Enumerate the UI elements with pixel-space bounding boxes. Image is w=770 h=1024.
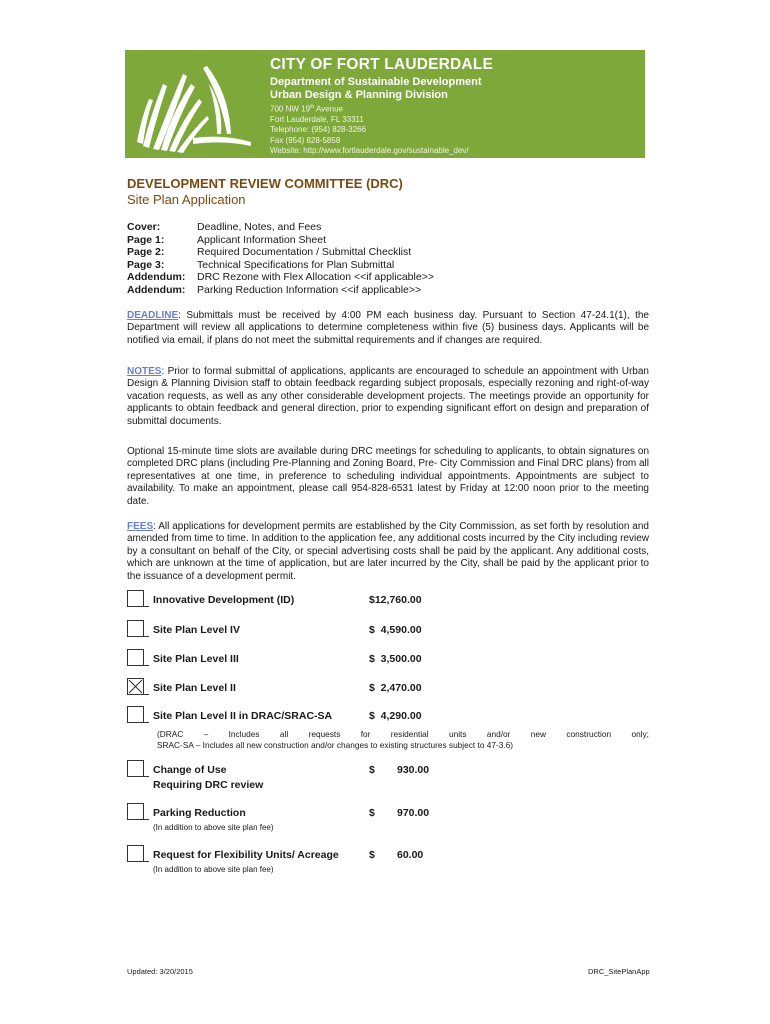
notes-label: NOTES	[127, 366, 162, 377]
drac-word: for	[360, 729, 371, 739]
contents-value: Required Documentation / Submittal Checklist	[197, 246, 412, 258]
city-line: Fort Lauderdale, FL 33311	[270, 114, 364, 124]
fax: Fax (954) 828-5858	[270, 135, 341, 145]
fees-label: FEES	[127, 521, 154, 532]
contents-row	[127, 221, 434, 234]
fee-label: Innovative Development (ID)	[153, 594, 295, 606]
website-link[interactable]: Website: http://www.fortlauderdale.gov/sustainable_dev/	[270, 145, 469, 155]
contents-key: Cover:	[127, 221, 161, 233]
contents-key: Page 1:	[127, 233, 165, 246]
fee-amount: $ 4,590.00	[369, 624, 422, 636]
drac-word: (DRAC	[157, 729, 184, 739]
city-logo-icon	[133, 54, 253, 154]
document-title: DEVELOPMENT REVIEW COMMITTEE (DRC)	[127, 176, 403, 191]
fee-checkbox[interactable]	[127, 803, 144, 820]
division-name: Urban Design & Planning Division	[270, 89, 448, 101]
footer-updated: Updated: 3/20/2015	[127, 967, 193, 976]
document-subtitle: Site Plan Application	[127, 192, 246, 207]
telephone: Telephone: (954) 828-3266	[270, 125, 367, 135]
drac-note-line2: SRAC-SA – Includes all new construction and/or changes to existing structures subject to 47-3.6)	[157, 739, 514, 750]
fee-amount: 60.00	[397, 849, 424, 861]
drac-word: and/or	[486, 729, 511, 739]
drac-word: construction	[566, 729, 612, 739]
contents-value: Deadline, Notes, and Fees	[197, 221, 322, 233]
drac-word: only;	[631, 729, 649, 739]
header-text	[270, 56, 493, 156]
fee-label: Site Plan Level II in DRAC/SRAC-SA	[153, 710, 333, 722]
checkbox-underline	[143, 636, 149, 637]
fee-label: Request for Flexibility Units/ Acreage	[153, 849, 339, 861]
checkbox-underline	[143, 819, 149, 820]
fee-label: Change of Use	[153, 764, 227, 776]
address-line: 700 NW 19th Avenue	[270, 104, 343, 114]
fee-amount: $ 2,470.00	[369, 682, 422, 694]
fees-text: : All applications for development permits are established by the City Commission, as set forth by resolution and amended from time to time. In addition to the application fee, any additional costs incurred by the City including review by a consultant on behalf of the City, or special advertising costs shall be paid by the applicant. Any additional costs, which are unknown at the time of application, but are later incurred by the City, shall be paid by the applicant prior to the issuance of a development permit.	[127, 521, 649, 582]
x-mark-icon	[128, 679, 143, 694]
checkbox-underline	[143, 606, 149, 607]
drac-word: –	[203, 729, 209, 739]
contents-key: Addendum:	[127, 271, 186, 283]
fee-label: Site Plan Level III	[153, 653, 239, 665]
contents-row	[127, 234, 434, 247]
contents-row	[127, 259, 434, 272]
drac-word: all	[279, 729, 289, 739]
contents-key: Page 2:	[127, 246, 165, 258]
contents-value: DRC Rezone with Flex Allocation <<if applicable>>	[197, 271, 434, 283]
drac-note	[157, 729, 649, 750]
contents-row	[127, 246, 434, 259]
contents-key: Addendum:	[127, 283, 186, 296]
fee-amount: $12,760.00	[369, 594, 422, 606]
fee-checkbox[interactable]	[127, 845, 144, 862]
contents-key: Page 3:	[127, 258, 165, 271]
fee-currency: $	[369, 764, 375, 776]
fee-currency: $	[369, 849, 375, 861]
checkbox-underline	[143, 776, 149, 777]
optional-paragraph: Optional 15-minute time slots are available during DRC meetings for scheduling to applicants, to obtain signatures on completed DRC plans (including Pre-Planning and Zoning Board, Pre- City Commission and Final DRC plans) from all representatives at one time, in preference to scheduling individual appointments. Appointments are subject to availability. To make an appointment, please call 954-828-6531 latest by Friday at 12:00 noon prior to the meeting date.	[127, 446, 649, 507]
fee-label-line2: Requiring DRC review	[153, 779, 264, 791]
notes-paragraph	[127, 366, 649, 428]
deadline-paragraph	[127, 310, 649, 347]
drac-word: new	[530, 729, 546, 739]
fee-checkbox[interactable]	[127, 706, 144, 723]
drac-word: units	[448, 729, 467, 739]
contents-value: Parking Reduction Information <<if applicable>>	[197, 283, 422, 296]
checkbox-underline	[143, 694, 149, 695]
footer-doc-id: DRC_SitePlanApp	[588, 967, 650, 976]
drac-word: requests	[308, 729, 341, 739]
fee-checkbox[interactable]	[127, 590, 144, 607]
fee-note: (In addition to above site plan fee)	[153, 865, 274, 874]
fee-label: Parking Reduction	[153, 807, 246, 819]
fee-checkbox[interactable]	[127, 649, 144, 666]
fee-checkbox[interactable]	[127, 620, 144, 637]
contents-value: Technical Specifications for Plan Submittal	[197, 258, 395, 271]
department-name: Department of Sustainable Development	[270, 76, 482, 88]
fee-label: Site Plan Level II	[153, 682, 236, 694]
fee-checkbox-checked[interactable]	[127, 678, 144, 695]
fee-label: Site Plan Level IV	[153, 624, 240, 636]
checkbox-underline	[143, 861, 149, 862]
fee-checkbox[interactable]	[127, 760, 144, 777]
fee-amount: 930.00	[397, 764, 430, 776]
city-name: CITY OF FORT LAUDERDALE	[270, 56, 494, 73]
contents-list	[127, 221, 434, 296]
deadline-text: : Submittals must be received by 4:00 PM each business day. Pursuant to Section 47-24.1(1), the Department will review all applications to determine completeness within five (5) business days. Applicants will be notified via email, if plans do not meet the submittal requirements and if changes are required.	[127, 310, 649, 346]
contents-row	[127, 284, 434, 297]
fee-currency: $	[369, 807, 375, 819]
drac-word: residential	[390, 729, 429, 739]
notes-text: : Prior to formal submittal of applications, applicants are encouraged to schedule an appointment with Urban Design & Planning Division staff to obtain feedback regarding subject proposals, especially rezoning and right-of-way vacation requests, as well as any other considerable development projects. The meetings provide an opportunity for applicants to obtain feedback and general direction, prior to expending significant effort on design and preparation of submittal documents.	[127, 366, 649, 427]
checkbox-underline	[143, 722, 149, 723]
fee-amount: $ 3,500.00	[369, 653, 422, 665]
checkbox-underline	[143, 665, 149, 666]
drac-word: Includes	[228, 729, 260, 739]
contents-value: Applicant Information Sheet	[197, 233, 326, 246]
contents-row	[127, 271, 434, 284]
fee-amount: $ 4,290.00	[369, 710, 422, 722]
header-banner	[125, 50, 645, 158]
fee-amount: 970.00	[397, 807, 430, 819]
fees-paragraph	[127, 521, 649, 583]
drac-note-line1	[157, 729, 649, 740]
fee-note: (In addition to above site plan fee)	[153, 823, 274, 832]
deadline-label: DEADLINE	[127, 310, 179, 321]
